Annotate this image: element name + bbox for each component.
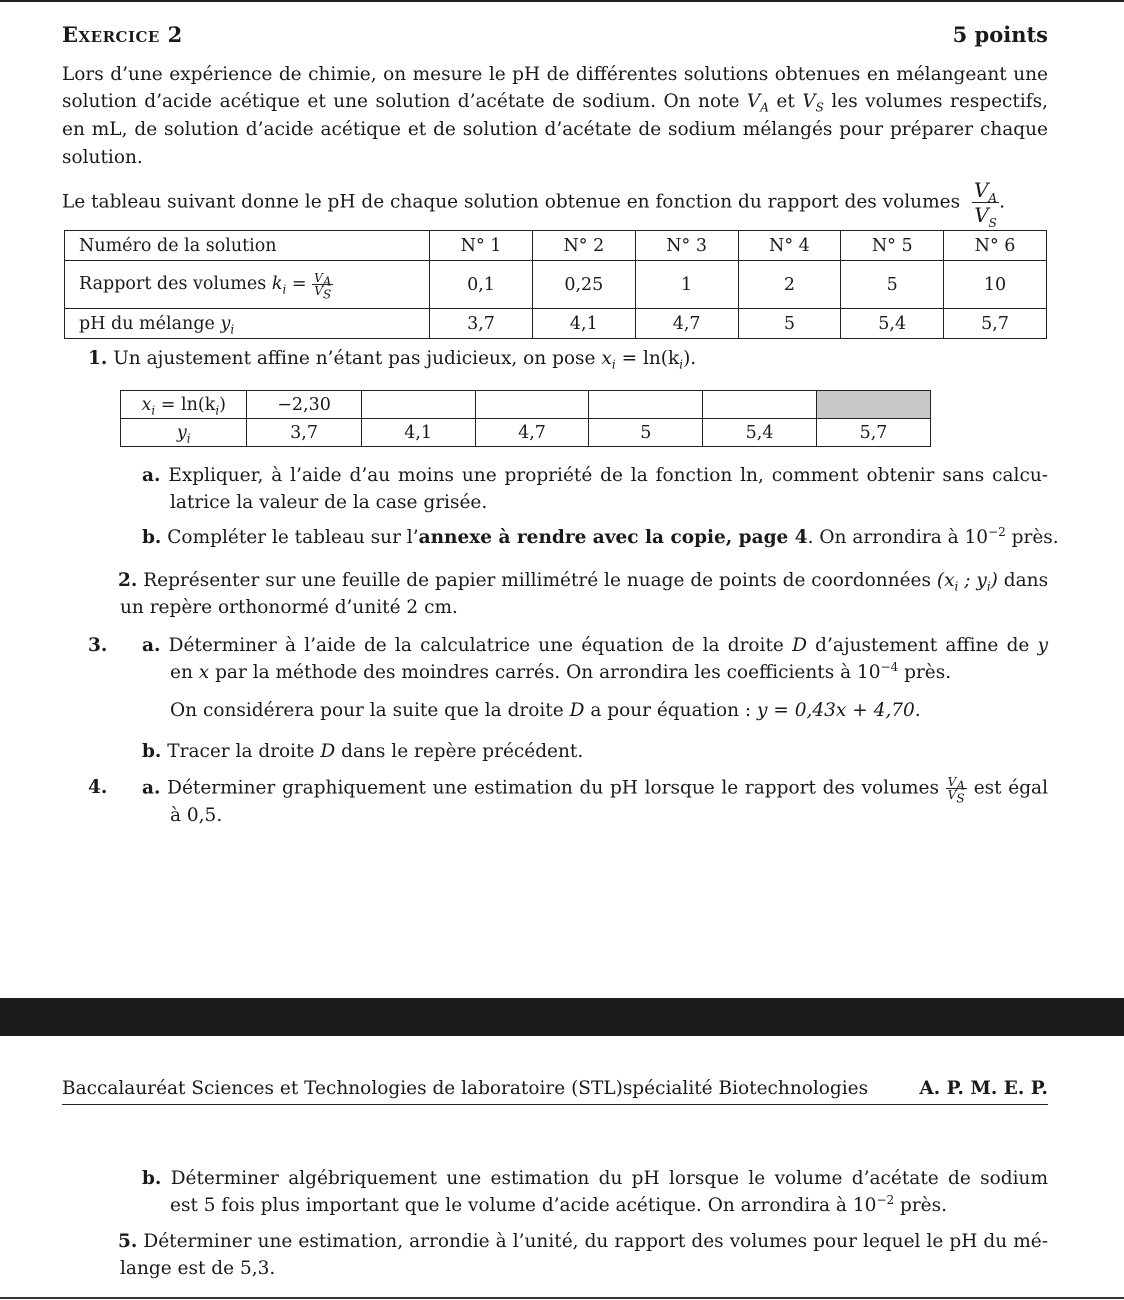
row-label-ratio: Rapport des volumes $k_i$ = $\frac{V_A}{V_S}$	[65, 261, 430, 309]
y-cell: 5	[589, 419, 703, 447]
question-4-number: 4.	[88, 777, 108, 798]
table-row	[65, 261, 1047, 309]
grey-cell	[817, 391, 931, 419]
intro-line-4: solution.	[62, 147, 143, 168]
question-2-line-1: 2. Représenter sur une feuille de papier millimétré le nuage de points de coordonnées ($x_i$ ; $y_i$) dans	[118, 570, 1049, 594]
row-label-solution: Numéro de la solution	[65, 231, 430, 261]
exercise-title: Exercice 2	[62, 22, 183, 47]
row-label-ph: pH du mélange $y_i$	[65, 309, 430, 339]
question-2-line-2: un repère orthonormé d’unité 2 cm.	[120, 597, 458, 618]
ratio-cell: 2	[738, 261, 841, 309]
question-3a-line-1: a. Déterminer à l’aide de la calculatrice une équation de la droite D d’ajustement affine de y	[142, 635, 1049, 656]
question-1b: b. Compléter le tableau sur l’annexe à rendre avec la copie, page 4. On arrondira à $10^{-2}$ près.	[142, 524, 1059, 548]
header-cell: N° 1	[430, 231, 533, 261]
footer-right: A. P. M. E. P.	[919, 1078, 1048, 1099]
ratio-cell: 1	[635, 261, 738, 309]
x-cell	[589, 391, 703, 419]
question-5-line-1: 5. Déterminer une estimation, arrondie à l’unité, du rapport des volumes pour lequel le pH du mé-	[118, 1231, 1048, 1252]
table-row	[65, 231, 1047, 261]
y-cell: 5,7	[817, 419, 931, 447]
ph-cell: 4,1	[532, 309, 635, 339]
ph-cell: 5,4	[841, 309, 944, 339]
transformed-table	[120, 390, 931, 447]
intro-line-2: solution d’acide acétique et une solution d’acétate de sodium. On note $V_A$ et $V_S$ les volumes respectifs,	[62, 91, 1048, 115]
header-cell: N° 2	[532, 231, 635, 261]
question-5-line-2: lange est de 5,3.	[120, 1258, 276, 1279]
exercise-points: 5 points	[952, 22, 1048, 47]
bottom-rule	[0, 1297, 1124, 1299]
question-1a-line-1: a. Expliquer, à l’aide d’au moins une propriété de la fonction ln, comment obtenir sans calcu-	[142, 465, 1048, 486]
ratio-cell: 5	[841, 261, 944, 309]
table-row	[121, 419, 931, 447]
header-cell: N° 6	[944, 231, 1047, 261]
ratio-cell: 0,1	[430, 261, 533, 309]
y-cell: 5,4	[703, 419, 817, 447]
question-4a-line-2: à 0,5.	[170, 805, 223, 826]
x-cell: −2,30	[247, 391, 361, 419]
data-table	[64, 230, 1047, 339]
ratio-cell: 0,25	[532, 261, 635, 309]
x-cell	[475, 391, 589, 419]
header-cell: N° 5	[841, 231, 944, 261]
ph-cell: 5,7	[944, 309, 1047, 339]
question-1a-line-2: latrice la valeur de la case grisée.	[170, 492, 488, 513]
top-rule	[0, 0, 1124, 2]
question-3a-line-2: en x par la méthode des moindres carrés. On arrondira les coefficients à $10^{-4}$ près.	[170, 659, 952, 683]
page-break-band	[0, 998, 1124, 1036]
question-4a-line-1: a. Déterminer graphiquement une estimation du pH lorsque le rapport des volumes $\frac{V_A}{V_S}$ est égal	[142, 775, 1048, 806]
page-footer	[62, 1078, 1048, 1105]
question-3b: b. Tracer la droite D dans le repère précédent.	[142, 741, 584, 762]
table-row	[65, 309, 1047, 339]
y-cell: 4,7	[475, 419, 589, 447]
ph-cell: 3,7	[430, 309, 533, 339]
question-1: 1. Un ajustement affine n’étant pas judicieux, on pose $x_i = \ln(k_i)$.	[88, 348, 697, 372]
ratio-cell: 10	[944, 261, 1047, 309]
x-header: $x_i = \ln(k_i)$	[121, 391, 247, 419]
y-cell: 4,1	[361, 419, 475, 447]
footer-left: Baccalauréat Sciences et Technologies de laboratoire (STL)spécialité Biotechnologies	[62, 1078, 869, 1099]
intro-line-5: Le tableau suivant donne le pH de chaque solution obtenue en fonction du rapport des volumes $\frac{V_A}{V_S}$ .	[62, 178, 1005, 230]
ratio-fraction: $\frac{V_A}{V_S}$	[973, 178, 998, 230]
question-3a-line-3: On considérera pour la suite que la droite D a pour équation : y = 0,43x + 4,70.	[170, 700, 921, 721]
y-cell: 3,7	[247, 419, 361, 447]
intro-line-1: Lors d’une expérience de chimie, on mesure le pH de différentes solutions obtenues en mélangeant une	[62, 64, 1048, 85]
question-3-number: 3.	[88, 635, 108, 656]
intro-line-3: en mL, de solution d’acide acétique et de solution d’acétate de sodium mélangés pour préparer chaque	[62, 119, 1048, 140]
question-4b-line-2: est 5 fois plus important que le volume d’acide acétique. On arrondira à $10^{-2}$ près.	[170, 1192, 947, 1216]
y-header: $y_i$	[121, 419, 247, 447]
ph-cell: 4,7	[635, 309, 738, 339]
x-cell	[361, 391, 475, 419]
header-cell: N° 3	[635, 231, 738, 261]
header-cell: N° 4	[738, 231, 841, 261]
question-4b-line-1: b. Déterminer algébriquement une estimation du pH lorsque le volume d’acétate de sodium	[142, 1168, 1048, 1189]
table-row	[121, 391, 931, 419]
x-cell	[703, 391, 817, 419]
ph-cell: 5	[738, 309, 841, 339]
